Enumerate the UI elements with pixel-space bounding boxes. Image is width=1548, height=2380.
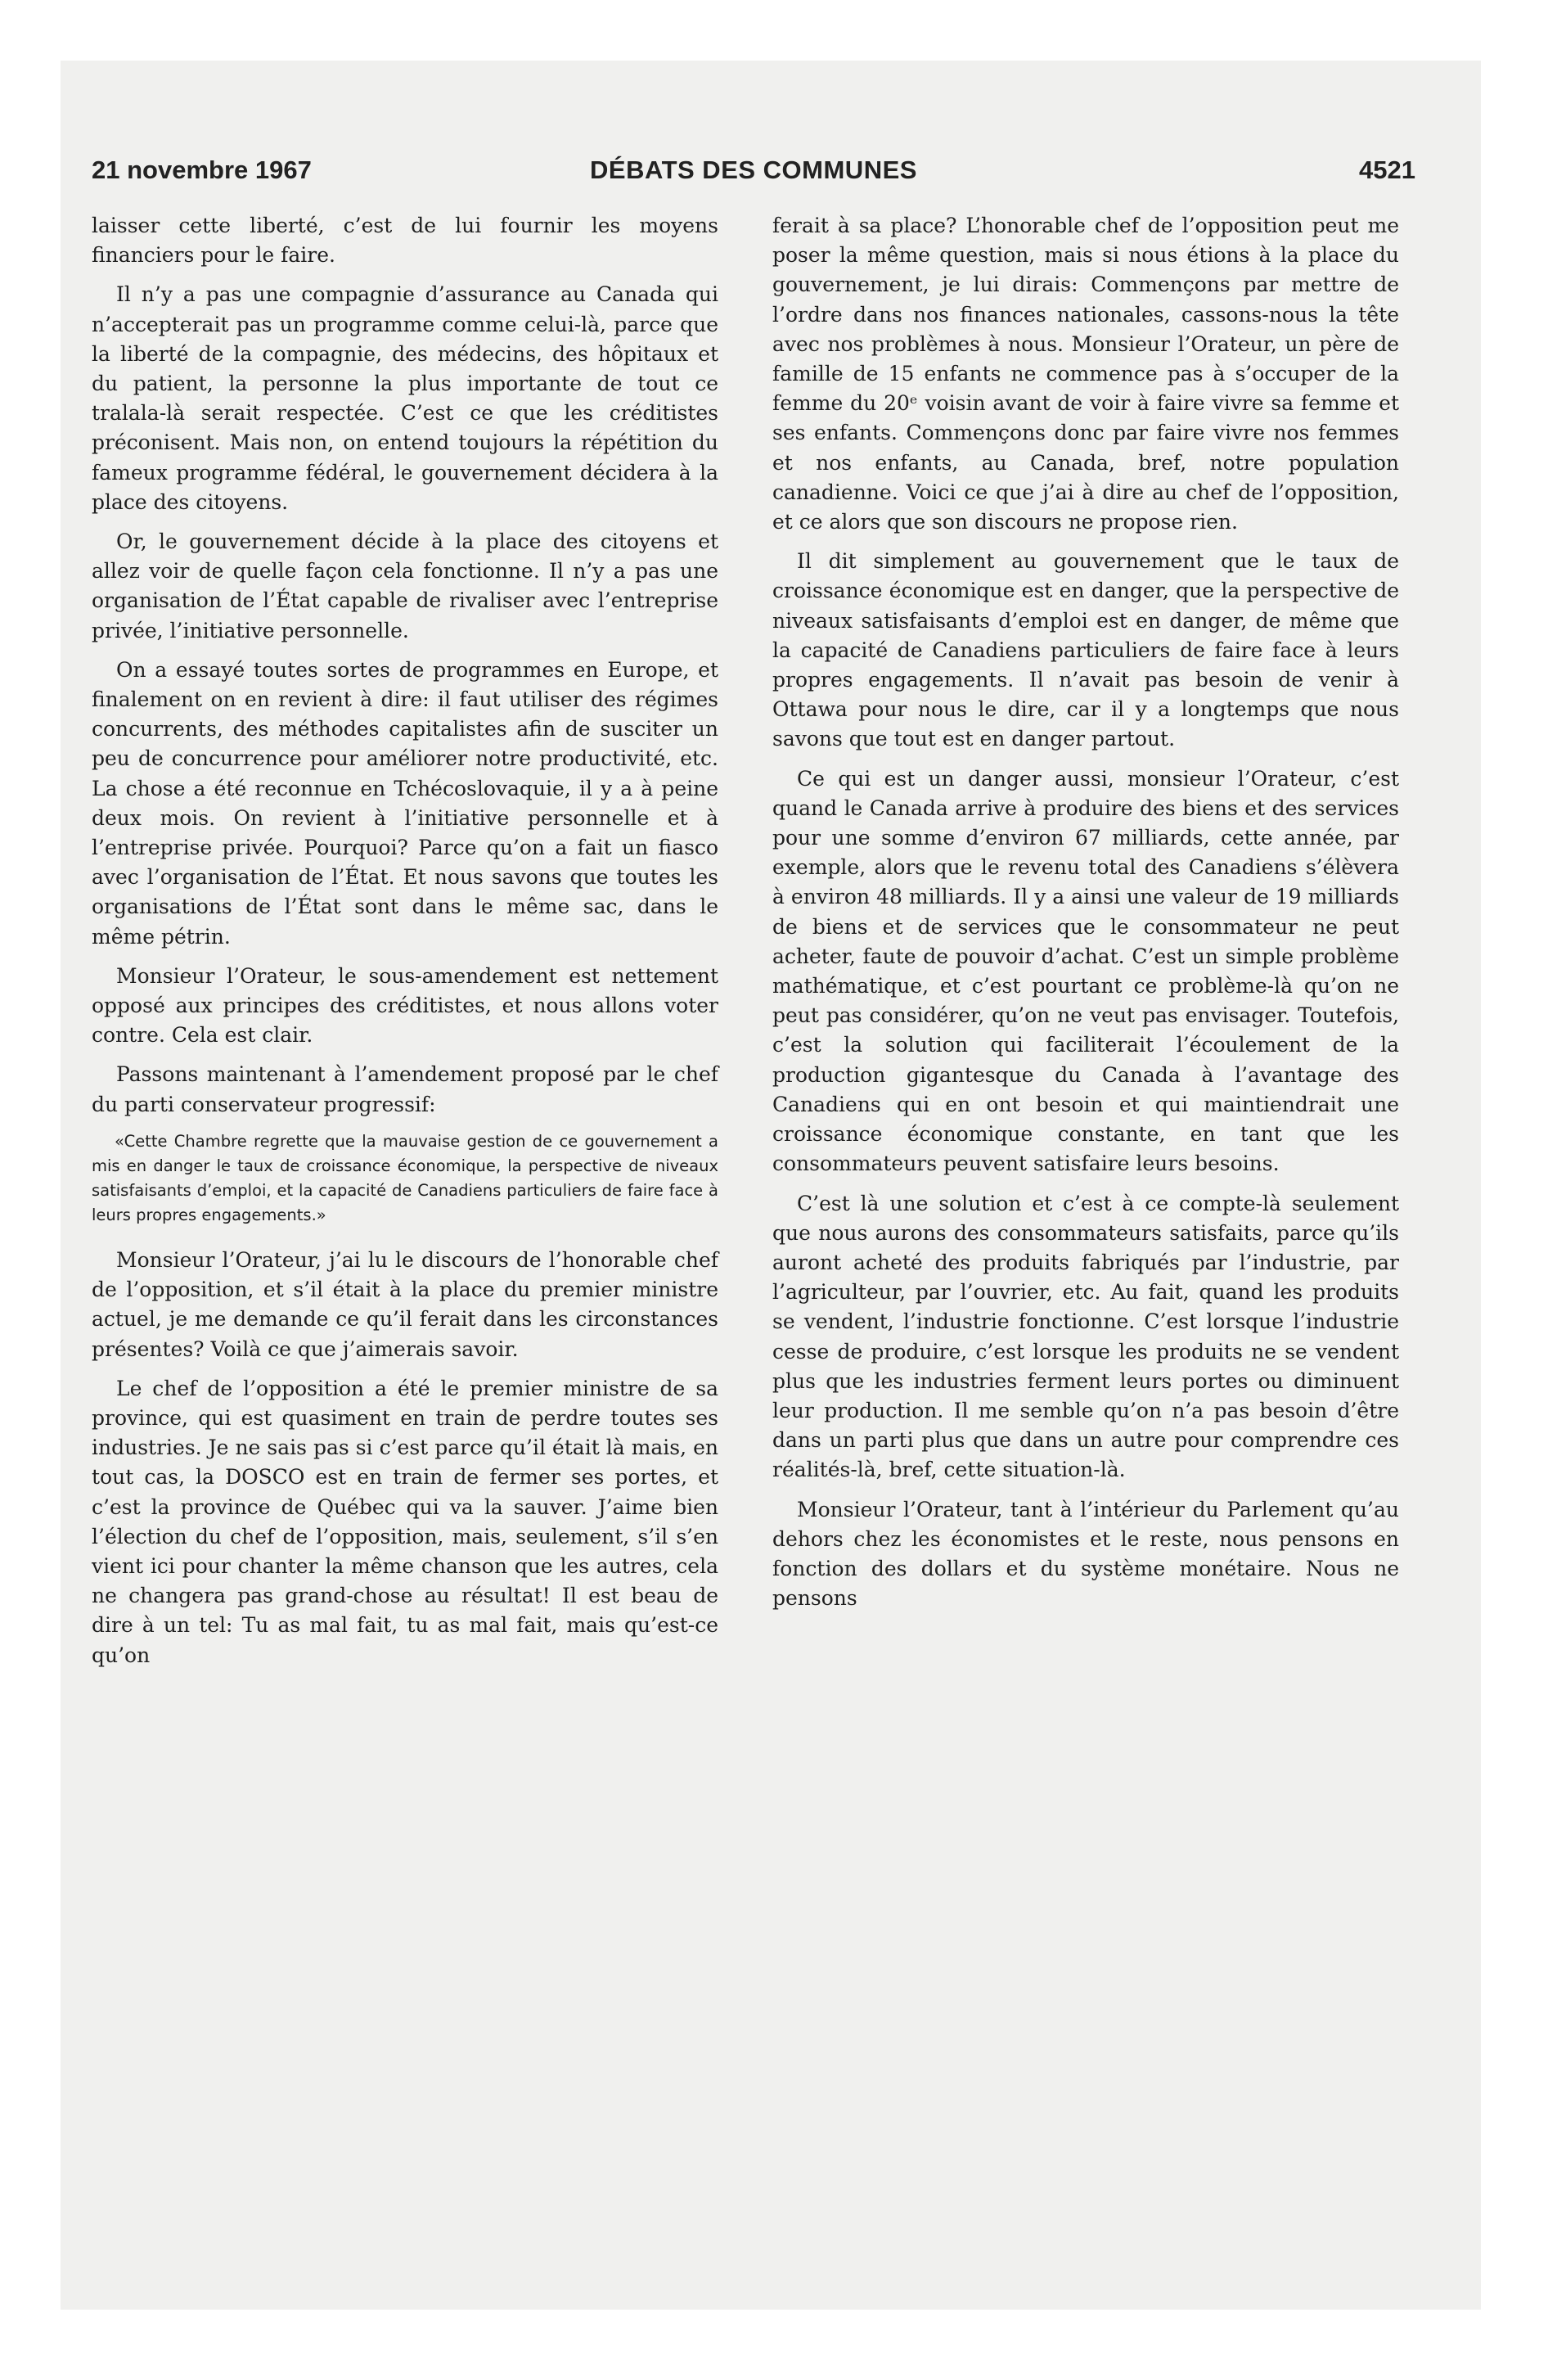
paragraph: Il n’y a pas une compagnie d’assurance au Canada qui n’accepterait pas un programme comme celui-là, parce que la liberté de la compagnie, des médecins, des hôpitaux et du patient, la personne la plus importante de tout ce tralala-là serait respectée. C’est ce que les créditistes préconisent. Mais non, on entend toujours la répétition du fameux programme fédéral, le gouvernement décidera à la place des citoyens.: [92, 282, 718, 514]
paragraph: C’est là une solution et c’est à ce compte-là seulement que nous aurons des consommateurs satisfaits, parce qu’ils auront acheté des produits fabriqués par l’industrie, par l’agriculteur, par l’ouvrier, etc. Au fait, quand les produits se vendent, l’industrie fonctionne. C’est lorsque l’industrie cesse de produire, c’est lorsque les produits ne se vendent plus que les industries ferment leurs portes ou diminuent leur production. Il me semble qu’on n’a pas besoin d’être dans un parti plus que dans un autre pour comprendre ces réalités-là, bref, cette situation-là.: [772, 1191, 1399, 1482]
page-number: 4521: [1359, 156, 1415, 184]
paragraph: Ce qui est un danger aussi, monsieur l’Orateur, c’est quand le Canada arrive à produire des biens et des services pour une somme d’environ 67 milliards, cette année, par exemple, alors que le revenu total des Canadiens s’élèvera à environ 48 milliards. Il y a ainsi une valeur de 19 milliards de biens et de services que le consommateur ne peut acheter, faute de pouvoir d’achat. C’est un simple problème mathématique, et c’est pourtant ce problème-là qu’on ne peut pas considérer, qu’on ne veut pas envisager. Toutefois, c’est la solution qui faciliterait l’écoulement de la production gigantesque du Canada à l’avantage des Canadiens qui en ont besoin et qui maintiendrait une croissance économique constante, en tant que les consommateurs peuvent satisfaire leurs besoins.: [772, 766, 1399, 1176]
paragraph: Il dit simplement au gouvernement que le taux de croissance économique est en danger, que la perspective de niveaux satisfaisants d’emploi est en danger, de même que la capacité de Canadiens particuliers de faire face à leurs propres engagements. Il n’avait pas besoin de venir à Ottawa pour nous le dire, car il y a longtemps que nous savons que tout est en danger partout.: [772, 549, 1399, 751]
block-quote: «Cette Chambre regrette que la mauvaise gestion de ce gouvernement a mis en danger le taux de croissance économique, la perspective de niveaux satisfaisants d’emploi, et la capacité de Canadiens particuliers de faire face à leurs propres engagements.»: [92, 1131, 718, 1224]
header-date: 21 novembre 1967: [92, 156, 312, 184]
paragraph: Monsieur l’Orateur, tant à l’intérieur du Parlement qu’au dehors chez les économistes et le reste, nous pensons en fonction des dollars et du système monétaire. Nous ne pensons: [772, 1497, 1399, 1611]
page-header: [92, 147, 1415, 193]
paragraph: ferait à sa place? L’honorable chef de l’opposition peut me poser la même question, mais si nous étions à la place du gouvernement, je lui dirais: Commençons par mettre de l’ordre dans nos finances nationales, cassons-nous la tête avec nos problèmes à nous. Monsieur l’Orateur, un père de famille de 15 enfants ne commence pas à s’occuper de la femme du 20ᵉ voisin avant de voir à faire vivre sa femme et ses enfants. Commençons donc par faire vivre nos femmes et nos enfants, au Canada, bref, notre population canadienne. Voici ce que j’ai à dire au chef de l’opposition, et ce alors que son discours ne propose rien.: [772, 214, 1399, 534]
header-title: DÉBATS DES COMMUNES: [590, 156, 917, 184]
right-column: [772, 211, 1399, 1623]
paragraph: Or, le gouvernement décide à la place des citoyens et allez voir de quelle façon cela fonctionne. Il n’y a pas une organisation de l’État capable de rivaliser avec l’entreprise privée, l’initiative personnelle.: [92, 530, 718, 642]
paragraph: Le chef de l’opposition a été le premier ministre de sa province, qui est quasiment en train de perdre toutes ses industries. Je ne sais pas si c’est parce qu’il était là mais, en tout cas, la DOSCO est en train de fermer ses portes, et c’est la province de Québec qui va la sauver. J’aime bien l’élection du chef de l’opposition, mais, seulement, s’il s’en vient ici pour chanter la même chanson que les autres, cela ne changera pas grand-chose au résultat! Il est beau de dire à un tel: Tu as mal fait, tu as mal fait, mais qu’est-ce qu’on: [92, 1376, 718, 1667]
paragraph: Monsieur l’Orateur, le sous-amendement est nettement opposé aux principes des créditistes, et nous allons voter contre. Cela est clair.: [92, 963, 718, 1048]
paragraph: Monsieur l’Orateur, j’ai lu le discours de l’honorable chef de l’opposition, et s’il était à la place du premier ministre actuel, je me demande ce qu’il ferait dans les circonstances présentes? Voilà ce que j’aimerais savoir.: [92, 1247, 718, 1361]
paragraph: On a essayé toutes sortes de programmes en Europe, et finalement on en revient à dire: il faut utiliser des régimes concurrents, des méthodes capitalistes afin de susciter un peu de concurrence pour améliorer notre productivité, etc. La chose a été reconnue en Tchécoslovaquie, il y a à peine deux mois. On revient à l’initiative personnelle et à l’entreprise privée. Pourquoi? Parce qu’on a fait un fiasco avec l’organisation de l’État. Et nous savons que toutes les organisations de l’État sont dans le même sac, dans le même pétrin.: [92, 657, 718, 949]
left-column: [92, 211, 718, 1680]
paragraph: Passons maintenant à l’amendement proposé par le chef du parti conservateur progressif:: [92, 1062, 718, 1116]
paragraph: laisser cette liberté, c’est de lui fournir les moyens financiers pour le faire.: [92, 214, 718, 268]
